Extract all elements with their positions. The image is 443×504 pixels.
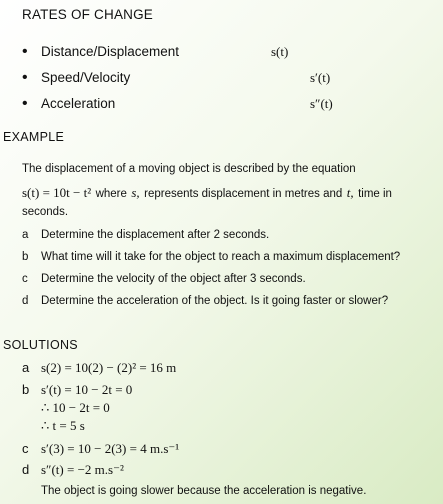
equation: s(t) = 10t − t²: [22, 185, 92, 200]
solution-letter: c: [22, 441, 29, 456]
question-letter: b: [22, 251, 29, 263]
solution-a-line: s(2) = 10(2) − (2)² = 16 m: [41, 360, 177, 375]
solution-letter: b: [22, 382, 30, 397]
question-text: What time will it take for the object to reach a maximum displacement?: [41, 251, 401, 263]
list-item-label: Distance/Displacement: [41, 44, 180, 59]
list-item-label: Acceleration: [41, 96, 116, 111]
intro-line-2: s(t) = 10t − t² where s, represents displacement in metres and t, time in: [22, 185, 392, 200]
question-letter: d: [22, 295, 29, 307]
solution-letter: a: [22, 360, 30, 375]
intro-line-3: seconds.: [22, 206, 69, 218]
question-text: Determine the velocity of the object after 3 seconds.: [41, 273, 306, 285]
list-item-notation: s(t): [271, 44, 289, 59]
question-letter: c: [22, 273, 28, 285]
solution-b-line-1: s′(t) = 10 − 2t = 0: [41, 382, 133, 397]
question-text: Determine the displacement after 2 seconds.: [41, 229, 270, 241]
question-text: Determine the acceleration of the object. Is it going faster or slower?: [41, 295, 389, 307]
bullet-icon: •: [22, 69, 28, 86]
list-item-notation: s″(t): [310, 96, 333, 111]
solution-d-line: s″(t) = −2 m.s⁻²: [41, 462, 124, 477]
page-title: RATES OF CHANGE: [22, 7, 154, 22]
solution-b-line-3: ∴ t = 5 s: [41, 418, 85, 433]
solution-c-line: s′(3) = 10 − 2(3) = 4 m.s⁻¹: [41, 441, 180, 456]
solution-conclusion: The object is going slower because the acceleration is negative.: [41, 485, 367, 497]
question-letter: a: [22, 229, 29, 241]
list-item-label: Speed/Velocity: [41, 70, 131, 85]
solutions-heading: SOLUTIONS: [3, 338, 78, 352]
intro-line-1: The displacement of a moving object is described by the equation: [22, 163, 356, 175]
list-item-notation: s′(t): [310, 70, 331, 85]
solution-letter: d: [22, 462, 30, 477]
example-heading: EXAMPLE: [3, 130, 65, 144]
bullet-icon: •: [22, 95, 28, 112]
solution-b-line-2: ∴ 10 − 2t = 0: [41, 400, 110, 415]
bullet-icon: •: [22, 43, 28, 60]
